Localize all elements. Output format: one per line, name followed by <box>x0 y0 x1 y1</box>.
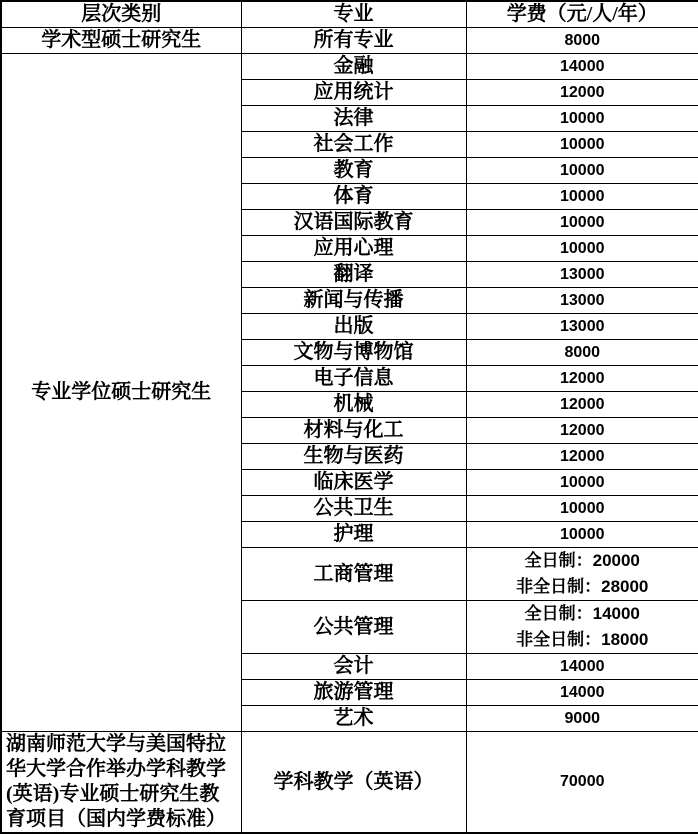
fee-cell: 14000 <box>466 54 698 80</box>
fee-line-fulltime: 全日制：20000 <box>467 548 698 574</box>
category-cell-academic: 学术型硕士研究生 <box>1 28 241 54</box>
major-cell: 护理 <box>241 522 466 548</box>
major-cell: 艺术 <box>241 706 466 732</box>
major-cell: 翻译 <box>241 262 466 288</box>
header-row <box>1 1 698 28</box>
major-cell: 生物与医药 <box>241 444 466 470</box>
major-cell: 材料与化工 <box>241 418 466 444</box>
major-cell: 金融 <box>241 54 466 80</box>
major-cell: 公共卫生 <box>241 496 466 522</box>
header-cell-category: 层次类别 <box>1 1 241 28</box>
major-cell: 法律 <box>241 106 466 132</box>
major-cell: 教育 <box>241 158 466 184</box>
major-cell: 所有专业 <box>241 28 466 54</box>
major-cell: 汉语国际教育 <box>241 210 466 236</box>
fee-cell: 10000 <box>466 470 698 496</box>
major-cell: 新闻与传播 <box>241 288 466 314</box>
major-cell: 社会工作 <box>241 132 466 158</box>
major-cell: 电子信息 <box>241 366 466 392</box>
fee-cell: 14000 <box>466 680 698 706</box>
fee-cell: 12000 <box>466 444 698 470</box>
fee-cell: 10000 <box>466 106 698 132</box>
major-cell: 工商管理 <box>241 548 466 601</box>
header-cell-fee: 学费（元/人/年） <box>466 1 698 28</box>
fee-cell: 8000 <box>466 340 698 366</box>
fee-cell: 12000 <box>466 418 698 444</box>
fee-cell: 10000 <box>466 236 698 262</box>
fee-cell: 10000 <box>466 184 698 210</box>
fee-cell: 13000 <box>466 262 698 288</box>
major-cell: 应用统计 <box>241 80 466 106</box>
fee-cell: 9000 <box>466 706 698 732</box>
academic-row <box>1 28 698 54</box>
major-cell: 临床医学 <box>241 470 466 496</box>
fee-cell: 12000 <box>466 392 698 418</box>
fee-cell: 10000 <box>466 496 698 522</box>
fee-line-parttime: 非全日制：18000 <box>467 627 698 653</box>
major-cell: 出版 <box>241 314 466 340</box>
major-cell: 学科教学（英语） <box>241 732 466 834</box>
fee-cell <box>466 548 698 601</box>
fee-cell <box>466 601 698 654</box>
major-cell: 旅游管理 <box>241 680 466 706</box>
table-row <box>1 54 698 80</box>
fee-cell: 14000 <box>466 654 698 680</box>
fee-cell: 10000 <box>466 132 698 158</box>
fee-cell: 12000 <box>466 80 698 106</box>
major-cell: 机械 <box>241 392 466 418</box>
major-cell: 会计 <box>241 654 466 680</box>
major-cell: 应用心理 <box>241 236 466 262</box>
fee-cell: 10000 <box>466 210 698 236</box>
fee-cell: 10000 <box>466 522 698 548</box>
category-cell-joint-program: 湖南师范大学与美国特拉华大学合作举办学科教学(英语)专业硕士研究生教育项目（国内学费标准） <box>1 732 241 834</box>
fee-cell: 10000 <box>466 158 698 184</box>
header-cell-major: 专业 <box>241 1 466 28</box>
fee-cell: 70000 <box>466 732 698 834</box>
joint-program-row <box>1 732 698 834</box>
major-cell: 体育 <box>241 184 466 210</box>
major-cell: 公共管理 <box>241 601 466 654</box>
fee-cell: 12000 <box>466 366 698 392</box>
category-cell-professional: 专业学位硕士研究生 <box>1 54 241 732</box>
fee-cell: 8000 <box>466 28 698 54</box>
fee-line-fulltime: 全日制：14000 <box>467 601 698 627</box>
fee-line-parttime: 非全日制：28000 <box>467 574 698 600</box>
major-cell: 文物与博物馆 <box>241 340 466 366</box>
fee-cell: 13000 <box>466 288 698 314</box>
fee-cell: 13000 <box>466 314 698 340</box>
